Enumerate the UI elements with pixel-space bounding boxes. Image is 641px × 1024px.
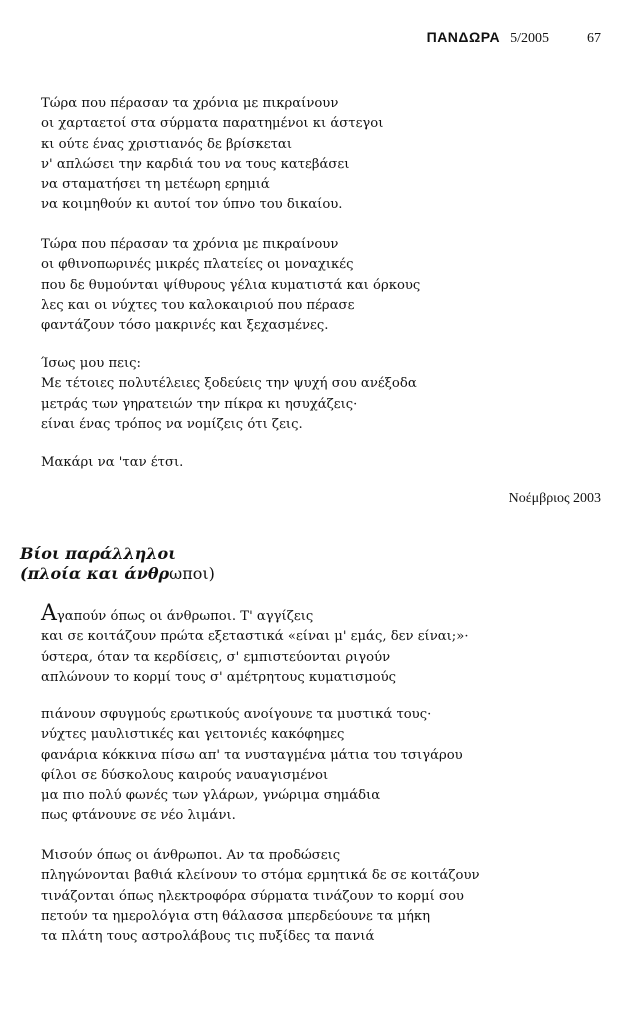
poem1-stanza-2 [41, 235, 616, 336]
verse-line: νύχτες μαυλιστικές και γειτονιές κακόφημες [41, 727, 345, 743]
poem-title [20, 544, 215, 584]
poem2-stanza-1 [41, 601, 616, 688]
verse-line: πληγώνονται βαθιά κλείνουν το στόμα ερμητικά δε σε κοιτάζουν [41, 868, 480, 884]
poem2-stanza-2 [41, 705, 616, 827]
verse-line: Τώρα που πέρασαν τα χρόνια με πικραίνουν [41, 237, 339, 252]
drop-cap: Α [41, 601, 57, 626]
verse-line: μα πιο πολύ φωνές των γλάρων, γνώριμα σημάδια [41, 788, 381, 804]
verse-line: φαντάζουν τόσο μακρινές και ξεχασμένες. [41, 318, 329, 334]
verse-line: φανάρια κόκκινα πίσω απ' τα νυσταγμένα μάτια του τσιγάρου [41, 747, 463, 763]
poem-title-subtitle-end: ωποι) [169, 564, 215, 583]
poem-date: Νοέμβριος 2003 [508, 491, 601, 506]
verse-line: οι χαρταετοί στα σύρματα παρατημένοι κι άστεγοι [41, 116, 384, 132]
verse-line: Τώρα που πέρασαν τα χρόνια με πικραίνουν [41, 96, 339, 111]
poem-title-line-2 [20, 564, 215, 584]
verse-line: Ίσως μου πεις: [41, 356, 141, 371]
poem1-stanza-1 [41, 94, 616, 216]
issue-number: 5/2005 [510, 31, 549, 46]
verse-line: Μισούν όπως οι άνθρωποι. Αν τα προδώσεις [41, 848, 341, 863]
verse-line: που δε θυμούνται ψίθυρους γέλια κυματιστά και όρκους [41, 277, 421, 293]
verse-line: πιάνουν σφυγμούς ερωτικούς ανοίγουνε τα μυστικά τους· [41, 707, 432, 722]
verse-line: Με τέτοιες πολυτέλειες ξοδεύεις την ψυχή σου ανέξοδα [41, 376, 417, 392]
poem2-stanza-3 [41, 846, 616, 947]
verse-line: πως φτάνουνε σε νέο λιμάνι. [41, 808, 236, 824]
verse-line: ν' απλώσει την καρδιά του να τους κατεβάσει [41, 156, 350, 172]
verse-line: να κοιμηθούν κι αυτοί τον ύπνο του δικαίου. [41, 197, 343, 213]
verse-line: οι φθινοπωρινές μικρές πλατείες οι μοναχικές [41, 257, 354, 273]
poem-title-subtitle-italic: (πλοία και άνθρ [20, 564, 170, 583]
verse-line: ύστερα, όταν τα κερδίσεις, σ' εμπιστεύονται ριγούν [41, 649, 391, 665]
verse-line: κι ούτε ένας χριστιανός δε βρίσκεται [41, 136, 292, 152]
journal-name: ΠΑΝΔΩΡΑ [426, 29, 501, 45]
verse-line: τινάζονται όπως ηλεκτροφόρα σύρματα τινάζουν το κορμί σου [41, 888, 464, 904]
verse-line: Μακάρι να 'ταν έτσι. [41, 455, 184, 470]
verse-line: λες και οι νύχτες του καλοκαιριού που πέρασε [41, 297, 355, 313]
running-header [427, 29, 601, 51]
page-number: 67 [587, 31, 601, 46]
verse-line: είναι ένας τρόπος να νομίζεις ότι ζεις. [41, 416, 303, 432]
verse-line [41, 601, 616, 627]
verse-line: φίλοι σε δύσκολους καιρούς ναυαγισμένοι [41, 767, 329, 783]
poem1-stanza-4 [41, 453, 616, 473]
first-line-text: γαπούν όπως οι άνθρωποι. Τ' αγγίζεις [56, 609, 314, 624]
verse-line: τα πλάτη τους αστρολάβους τις πυξίδες τα πανιά [41, 929, 375, 945]
verse-line: να σταματήσει τη μετέωρη ερημιά [41, 177, 270, 193]
verse-line: απλώνουν το κορμί τους σ' αμέτρητους κυματισμούς [41, 669, 397, 685]
poem1-stanza-3 [41, 354, 616, 435]
verse-line: μετράς των γηρατειών την πίκρα κι ησυχάζεις· [41, 396, 358, 412]
verse-line: και σε κοιτάζουν πρώτα εξεταστικά «είναι μ' εμάς, δεν είναι;»· [41, 629, 469, 645]
verse-line: πετούν τα ημερολόγια στη θάλασσα μπερδεύουνε τα μήκη [41, 908, 431, 924]
poem-title-line-1: Βίοι παράλληλοι [20, 544, 176, 563]
